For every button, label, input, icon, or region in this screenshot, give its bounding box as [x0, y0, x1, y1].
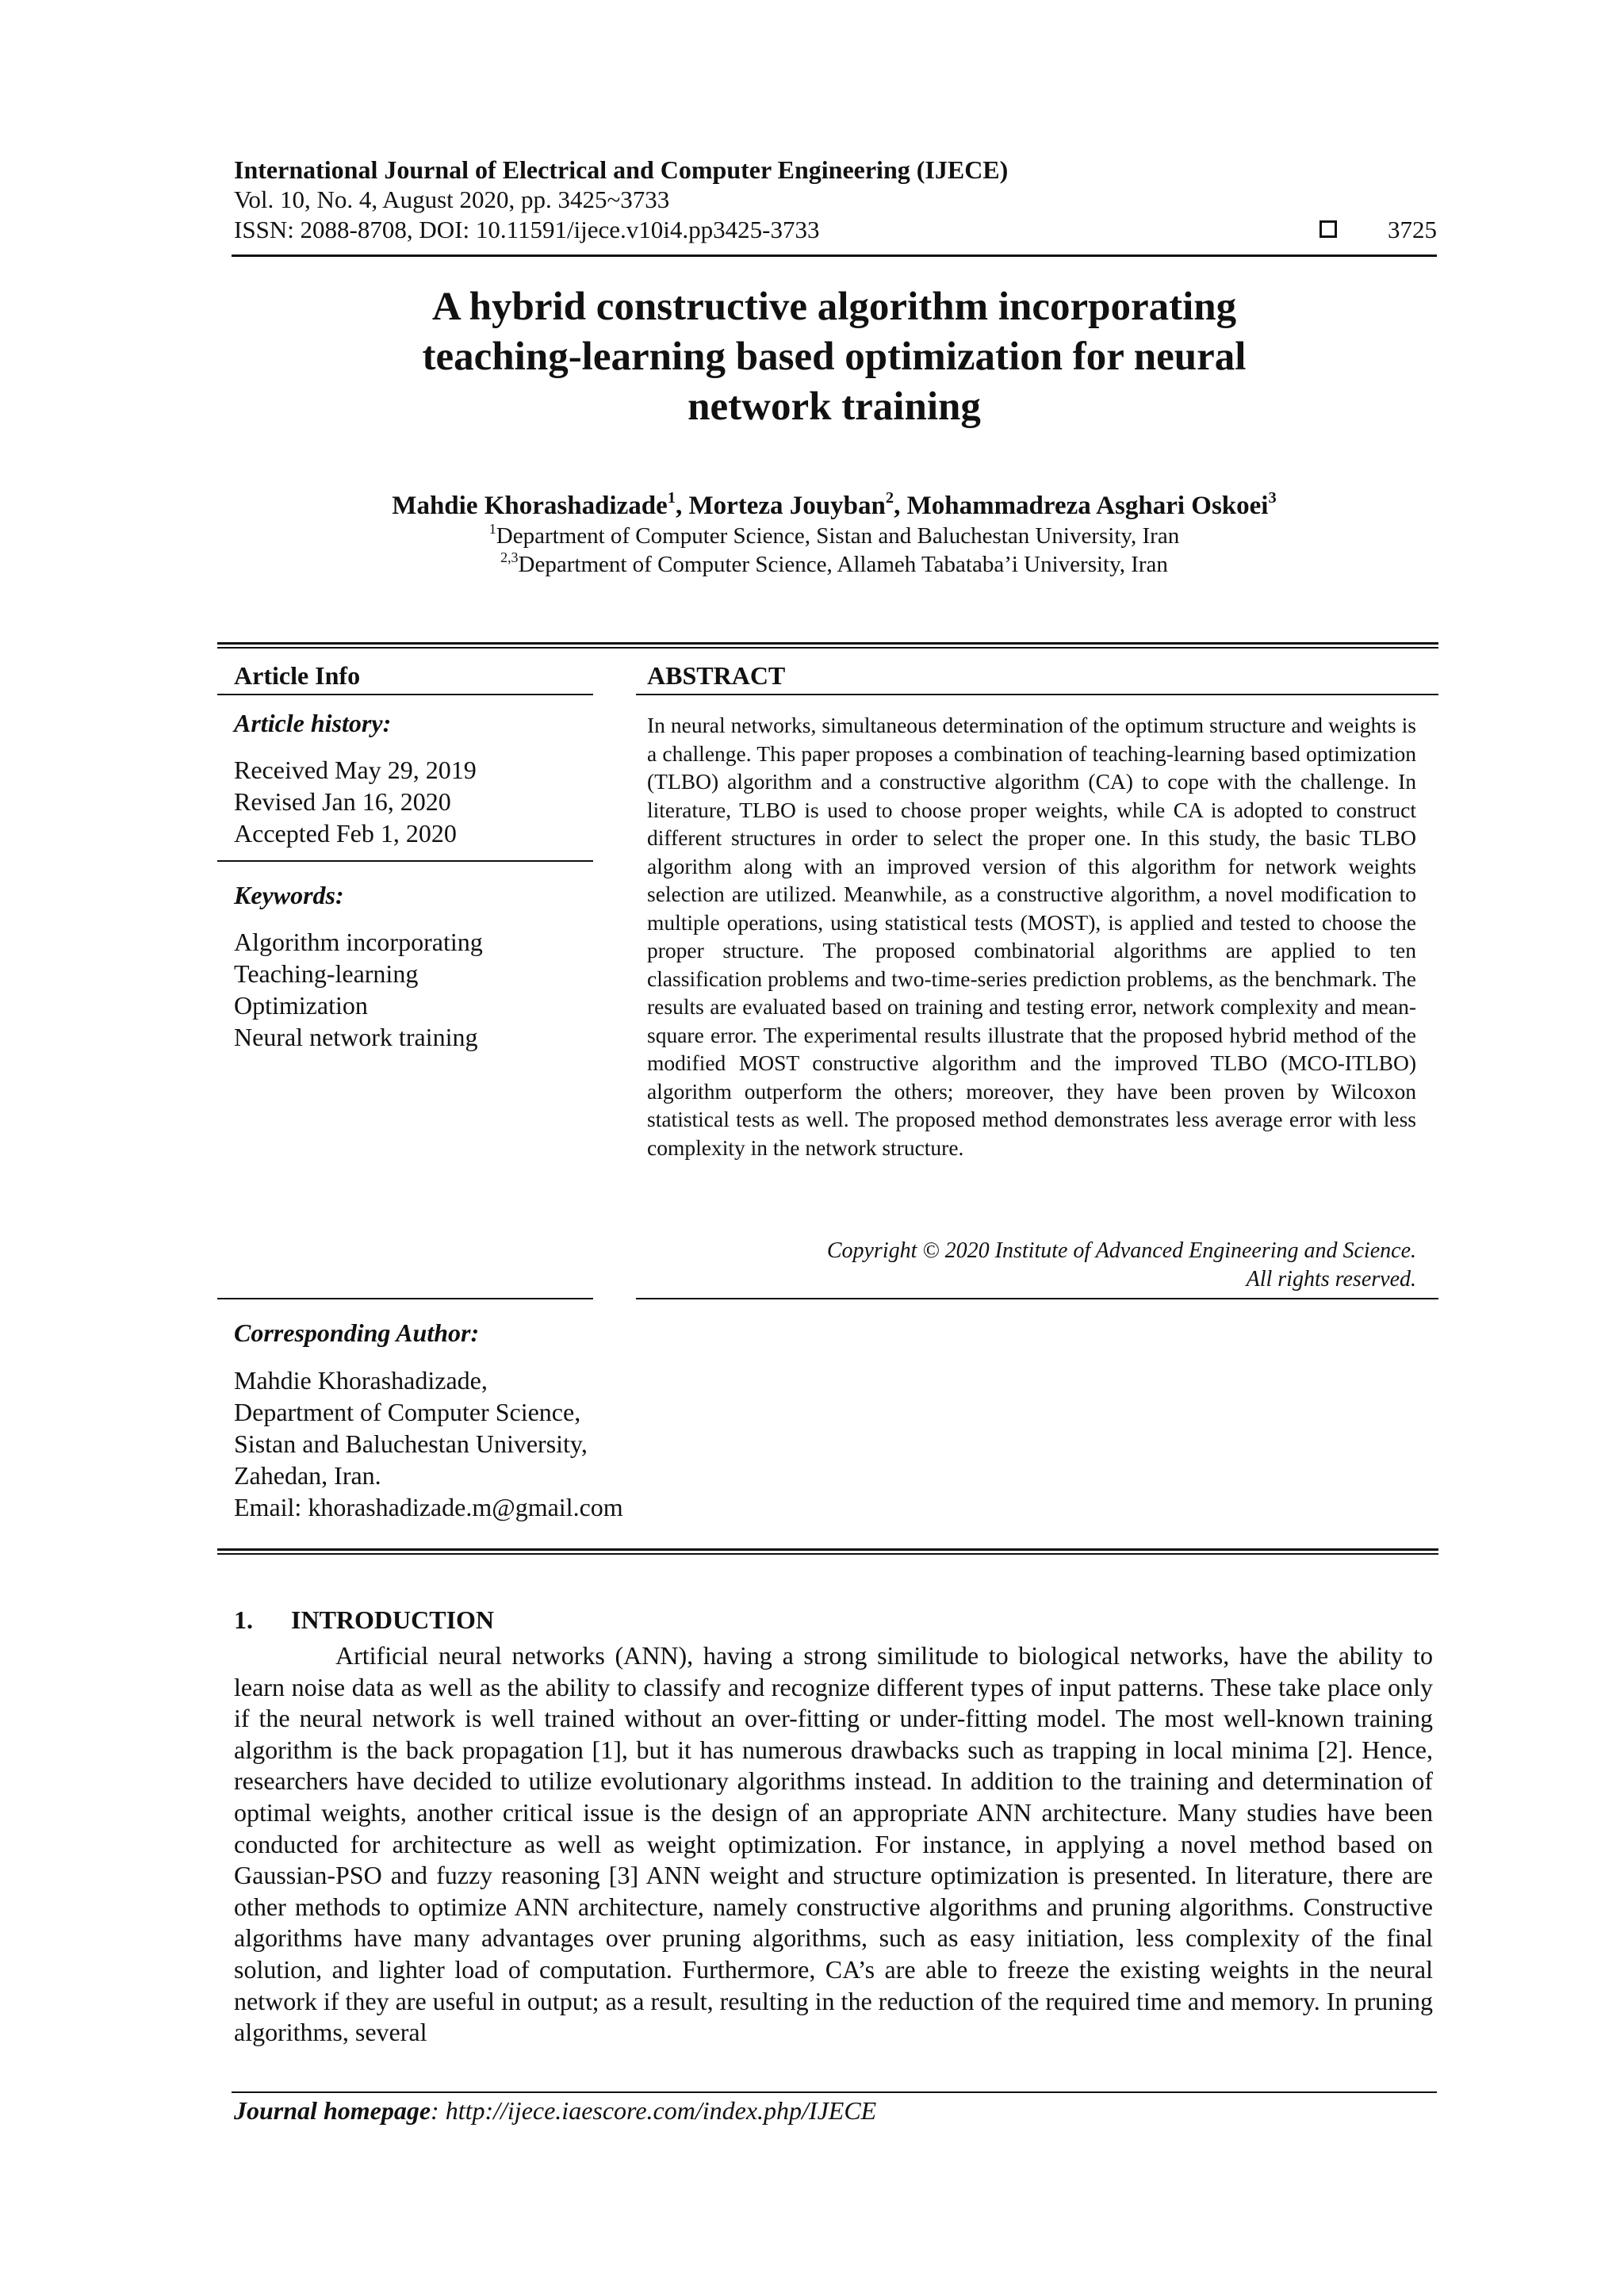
affiliation-sup: 2,3: [500, 549, 519, 565]
abstract-bottom-rule: [636, 1298, 1438, 1299]
abstract-rule: [636, 694, 1438, 695]
history-rule: [217, 860, 593, 862]
history-received: Received May 29, 2019: [234, 756, 477, 784]
corresponding-line: Mahdie Khorashadizade,: [234, 1366, 488, 1395]
homepage-url[interactable]: : http://ijece.iaescore.com/index.php/IJECE: [431, 2096, 877, 2125]
corresponding-email: Email: khorashadizade.m@gmail.com: [234, 1493, 623, 1521]
page-number: 3725: [1388, 216, 1437, 243]
rights-line: All rights reserved.: [1246, 1267, 1416, 1292]
footer-rule: [232, 2091, 1437, 2093]
issn-doi: ISSN: 2088-8708, DOI: 10.11591/ijece.v10i4.pp3425-3733: [234, 216, 820, 243]
author-name: Morteza Jouyban: [688, 492, 886, 520]
author-name: Mohammadreza Asghari Oskoei: [906, 492, 1269, 520]
square-bullet-icon: [1320, 220, 1337, 238]
affiliation-text: Department of Computer Science, Sistan and Baluchestan University, Iran: [496, 523, 1180, 549]
corresponding-label: Corresponding Author:: [234, 1318, 480, 1347]
history-accepted: Accepted Feb 1, 2020: [234, 819, 457, 848]
title-line: A hybrid constructive algorithm incorporating: [431, 285, 1237, 329]
keywords-list: [234, 926, 483, 1053]
copyright-line: Copyright © 2020 Institute of Advanced Engineering and Science.: [826, 1238, 1416, 1263]
keyword: Neural network training: [234, 1023, 478, 1051]
journal-name: International Journal of Electrical and Computer Engineering (IJECE): [234, 155, 1009, 184]
affiliation-text: Department of Computer Science, Allameh Tabataba’i University, Iran: [518, 552, 1168, 577]
corresponding-line: Sistan and Baluchestan University,: [234, 1429, 588, 1458]
author-affil-sup: 1: [667, 488, 676, 507]
paper-title: [232, 282, 1437, 432]
affiliation: [232, 549, 1437, 578]
copyright-notice: [827, 1237, 1416, 1294]
homepage-label: Journal homepage: [234, 2096, 431, 2125]
affiliation: [232, 520, 1437, 549]
corresponding-line: Zahedan, Iran.: [234, 1461, 381, 1490]
keyword: Algorithm incorporating: [234, 928, 483, 956]
corresponding-line: Department of Computer Science,: [234, 1398, 581, 1426]
author-affil-sup: 2: [885, 488, 894, 507]
author-affil-sup: 3: [1268, 488, 1277, 507]
abstract-text: In neural networks, simultaneous determination of the optimum structure and weights is a challenge. This paper proposes a combination of teaching-learning based optimization (TLBO) algorithm and a constructive algorithm (CA) to cope with the challenge. In literature, TLBO is used to choose proper weights, while CA is adopted to construct different structures in order to select the proper one. In this study, the basic TLBO algorithm along with an improved version of this algorithm for network weights selection are utilized. Meanwhile, as a constructive algorithm, a novel modification to multiple operations, using statistical tests (MOST), is applied and tested to choose the proper structure. The proposed combinatorial algorithms are applied to ten classification problems and two-time-series prediction problems, as the benchmark. The results are evaluated based on training and testing error, network complexity and mean-square error. The experimental results illustrate that the proposed hybrid method of the modified MOST constructive algorithm and the improved TLBO (MCO-ITLBO) algorithm outperform the others; moreover, they have been proven by Wilcoxon statistical tests as well. The proposed method demonstrates less average error with less complexity in the network structure.: [647, 713, 1416, 1160]
section-number: 1.: [234, 1605, 253, 1634]
history-revised: Revised Jan 16, 2020: [234, 787, 451, 816]
infobox-top-rule: [217, 642, 1438, 649]
header-rule: [232, 254, 1437, 257]
keyword: Teaching-learning: [234, 959, 419, 988]
author-name: Mahdie Khorashadizade: [392, 492, 668, 520]
history-list: [234, 754, 477, 849]
journal-homepage: [234, 2096, 876, 2126]
title-line: network training: [688, 385, 981, 429]
section-title: INTRODUCTION: [291, 1605, 495, 1634]
title-line: teaching-learning based optimization for neural: [422, 335, 1247, 379]
author-list: [232, 488, 1437, 521]
author-separator: ,: [894, 492, 907, 520]
keyword: Optimization: [234, 991, 368, 1020]
section-heading: [234, 1605, 494, 1635]
introduction-body: [234, 1640, 1433, 2049]
keywords-rule: [217, 1298, 593, 1299]
corresponding-details: [234, 1364, 623, 1523]
author-separator: ,: [675, 492, 689, 520]
abstract-heading: ABSTRACT: [647, 661, 786, 690]
history-label: Article history:: [234, 709, 392, 737]
affiliation-sup: 1: [488, 520, 496, 537]
introduction-paragraph: Artificial neural networks (ANN), having a strong similitude to biological networks, have the ability to learn noise data as well as the ability to classify and recognize different types of input patterns. These take place only if the neural network is well trained without an over-fitting or under-fitting model. The most well-known training algorithm is the back propagation [1], but it has numerous drawbacks such as trapping in local minima [2]. Hence, researchers have decided to utilize evolutionary algorithms instead. In addition to the training and determination of optimal weights, another critical issue is the design of an appropriate ANN architecture. Many studies have been conducted for architecture as well as weight optimization. For instance, in applying a novel method based on Gaussian-PSO and fuzzy reasoning [3] ANN weight and structure optimization is presented. In literature, there are other methods to optimize ANN architecture, namely constructive algorithms and pruning algorithms. Constructive algorithms have many advantages over pruning algorithms, such as easy initiation, less complexity of the final solution, and lighter load of computation. Furthermore, CA’s are able to freeze the existing weights in the neural network if they are useful in output; as a result, resulting in the reduction of the required time and memory. In pruning algorithms, several: [234, 1641, 1433, 2047]
article-info-heading: Article Info: [234, 661, 361, 690]
infobox-bottom-rule: [217, 1548, 1438, 1555]
keywords-label: Keywords:: [234, 881, 344, 909]
article-info-rule: [217, 694, 593, 695]
volume-info: Vol. 10, No. 4, August 2020, pp. 3425~3733: [234, 186, 670, 213]
